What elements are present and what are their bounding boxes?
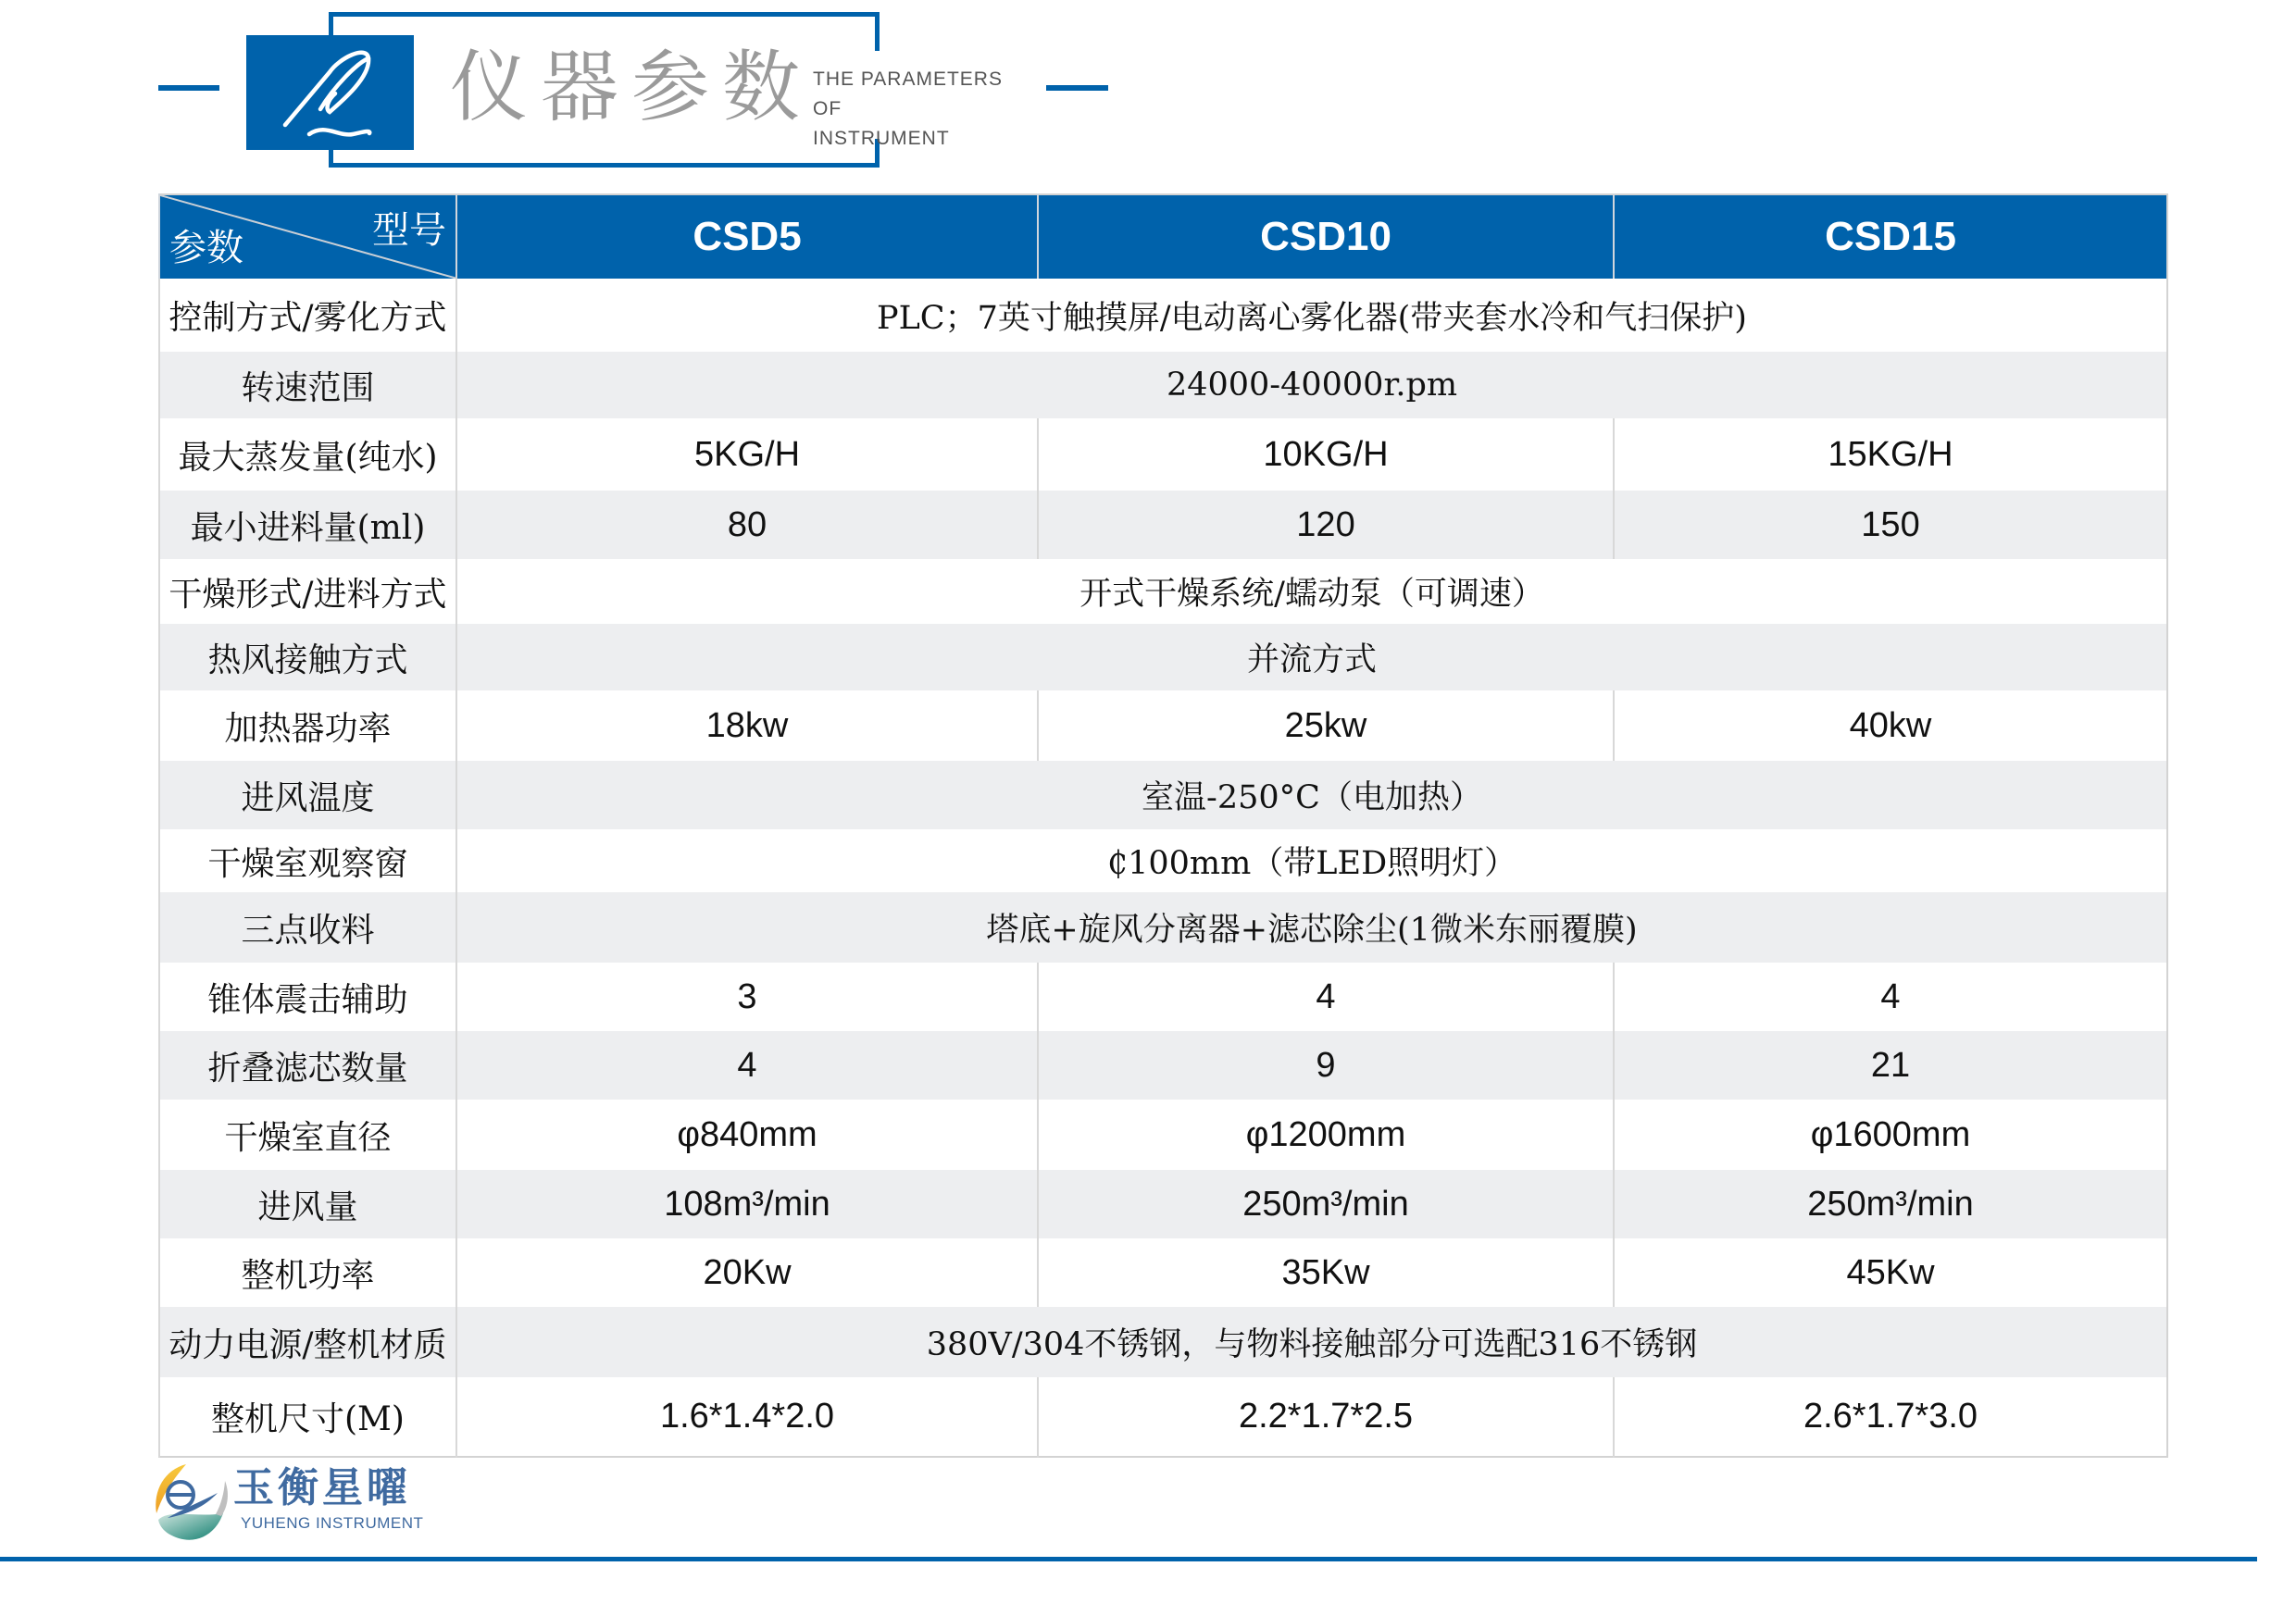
page-subtitle — [813, 65, 1026, 154]
value-cell-csd15: 45Kw — [1614, 1238, 2167, 1307]
row-label: 最小进料量(ml) — [159, 491, 456, 559]
row-label: 干燥室观察窗 — [159, 829, 456, 892]
spec-table — [158, 193, 2168, 1458]
table-row — [159, 352, 2167, 418]
value-cell-csd15: 15KG/H — [1614, 418, 2167, 491]
table-row — [159, 1377, 2167, 1457]
table-row — [159, 1100, 2167, 1170]
row-label: 热风接触方式 — [159, 624, 456, 690]
merged-value-cell: 开式干燥系统/蠕动泵（可调速） — [456, 559, 2167, 624]
value-cell-csd5: 108m³/min — [456, 1170, 1038, 1238]
table-row — [159, 1170, 2167, 1238]
row-label: 整机功率 — [159, 1238, 456, 1307]
value-cell-csd10: 2.2*1.7*2.5 — [1038, 1377, 1614, 1457]
brand-name-cn: 玉衡星曜 — [233, 1464, 411, 1511]
value-cell-csd5: 5KG/H — [456, 418, 1038, 491]
value-cell-csd10: 120 — [1038, 491, 1614, 559]
value-cell-csd10: 10KG/H — [1038, 418, 1614, 491]
header-right-rule — [1046, 85, 1108, 91]
table-row — [159, 690, 2167, 761]
merged-value-cell: ₵100mm（带LED照明灯） — [456, 829, 2167, 892]
header-left-rule — [158, 85, 219, 91]
model-header-csd15: CSD15 — [1614, 194, 2167, 279]
merged-value-cell: PLC；7英寸触摸屏/电动离心雾化器(带夹套水冷和气扫保护) — [456, 279, 2167, 352]
value-cell-csd10: 250m³/min — [1038, 1170, 1614, 1238]
quill-pen-icon — [246, 35, 414, 150]
row-label: 整机尺寸(M) — [159, 1377, 456, 1457]
merged-value-cell: 并流方式 — [456, 624, 2167, 690]
table-row — [159, 624, 2167, 690]
table-row — [159, 1238, 2167, 1307]
row-label: 三点收料 — [159, 892, 456, 963]
value-cell-csd10: 9 — [1038, 1031, 1614, 1100]
value-cell-csd15: 40kw — [1614, 690, 2167, 761]
row-label: 加热器功率 — [159, 690, 456, 761]
value-cell-csd5: φ840mm — [456, 1100, 1038, 1170]
param-label: 参数 — [169, 227, 243, 269]
table-row — [159, 1307, 2167, 1377]
footer-rule — [0, 1557, 2257, 1561]
value-cell-csd15: 21 — [1614, 1031, 2167, 1100]
row-label: 折叠滤芯数量 — [159, 1031, 456, 1100]
value-cell-csd5: 18kw — [456, 690, 1038, 761]
value-cell-csd5: 20Kw — [456, 1238, 1038, 1307]
table-row — [159, 559, 2167, 624]
table-row — [159, 418, 2167, 491]
row-label: 干燥形式/进料方式 — [159, 559, 456, 624]
value-cell-csd5: 3 — [456, 963, 1038, 1031]
brand-name-en: YUHENG INSTRUMENT — [241, 1514, 424, 1532]
row-label: 进风量 — [159, 1170, 456, 1238]
row-label: 最大蒸发量(纯水) — [159, 418, 456, 491]
table-row — [159, 892, 2167, 963]
value-cell-csd5: 80 — [456, 491, 1038, 559]
value-cell-csd10: 4 — [1038, 963, 1614, 1031]
yuheng-emblem-icon — [151, 1462, 234, 1541]
value-cell-csd10: 35Kw — [1038, 1238, 1614, 1307]
value-cell-csd10: φ1200mm — [1038, 1100, 1614, 1170]
merged-value-cell: 380V/304不锈钢，与物料接触部分可选配316不锈钢 — [456, 1307, 2167, 1377]
model-header-csd5: CSD5 — [456, 194, 1038, 279]
table-header-row — [159, 194, 2167, 279]
merged-value-cell: 24000-40000r.pm — [456, 352, 2167, 418]
value-cell-csd15: φ1600mm — [1614, 1100, 2167, 1170]
model-header-csd10: CSD10 — [1038, 194, 1614, 279]
row-label: 控制方式/雾化方式 — [159, 279, 456, 352]
subtitle-line-1: THE PARAMETERS OF — [813, 68, 1003, 119]
row-label: 锥体震击辅助 — [159, 963, 456, 1031]
value-cell-csd15: 250m³/min — [1614, 1170, 2167, 1238]
corner-header-cell — [159, 194, 456, 279]
table-row — [159, 1031, 2167, 1100]
merged-value-cell: 塔底+旋风分离器+滤芯除尘(1微米东丽覆膜) — [456, 892, 2167, 963]
page-title: 仪器参数 — [450, 42, 814, 132]
row-label: 干燥室直径 — [159, 1100, 456, 1170]
subtitle-line-2: INSTRUMENT — [813, 128, 950, 149]
value-cell-csd15: 4 — [1614, 963, 2167, 1031]
value-cell-csd15: 150 — [1614, 491, 2167, 559]
row-label: 进风温度 — [159, 761, 456, 829]
value-cell-csd10: 25kw — [1038, 690, 1614, 761]
table-row — [159, 829, 2167, 892]
table-row — [159, 761, 2167, 829]
row-label: 转速范围 — [159, 352, 456, 418]
merged-value-cell: 室温-250°C（电加热） — [456, 761, 2167, 829]
row-label: 动力电源/整机材质 — [159, 1307, 456, 1377]
table-row — [159, 279, 2167, 352]
value-cell-csd5: 1.6*1.4*2.0 — [456, 1377, 1038, 1457]
model-label: 型号 — [372, 209, 446, 252]
table-row — [159, 491, 2167, 559]
value-cell-csd15: 2.6*1.7*3.0 — [1614, 1377, 2167, 1457]
table-row — [159, 963, 2167, 1031]
value-cell-csd5: 4 — [456, 1031, 1038, 1100]
